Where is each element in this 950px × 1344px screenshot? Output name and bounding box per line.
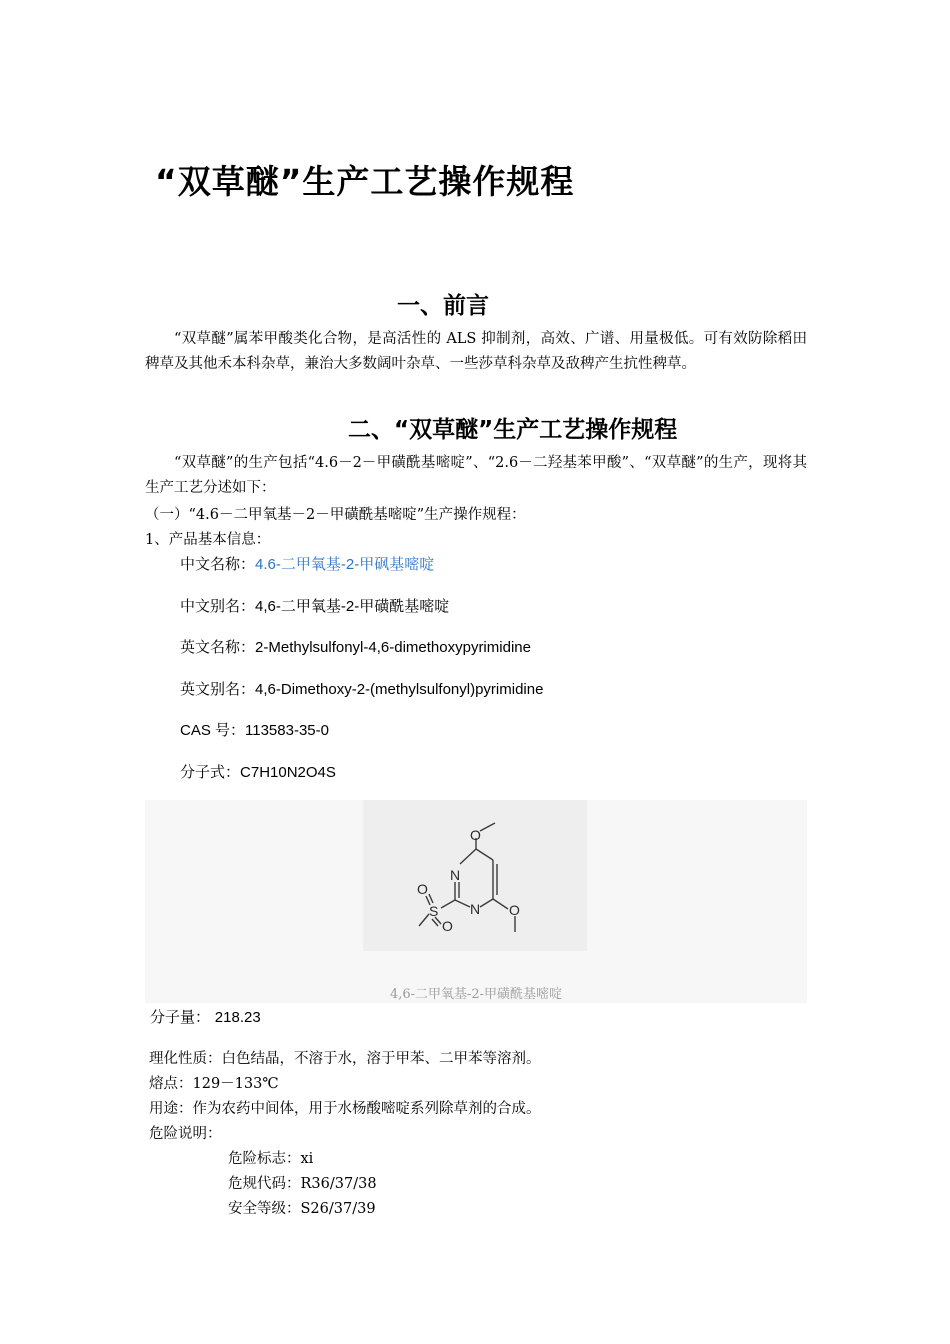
- en-name-row: [180, 636, 531, 657]
- mw-row: [150, 1006, 261, 1027]
- atom-s: S: [429, 903, 439, 919]
- atom-o-right: O: [509, 902, 520, 918]
- molecule-structure: [363, 800, 587, 951]
- mw-value: 218.23: [214, 1009, 261, 1026]
- en-alias-label: 英文别名：: [180, 680, 256, 698]
- cn-name-row: [180, 553, 434, 574]
- cas-value: 113583-35-0: [245, 722, 329, 739]
- mp-value: 129－133℃: [192, 1076, 279, 1092]
- atom-n-bottom: N: [470, 901, 481, 917]
- safety-level: 安全等级：S26/37/39: [228, 1201, 376, 1217]
- figure-caption: 4,6-二甲氧基-2-甲磺酰基嘧啶: [389, 987, 563, 1002]
- process-intro-paragraph: “双草醚”的生产包括“4.6－2－甲磺酰基嘧啶”、“2.6－二羟基苯甲酸”、“双草醚”的生产，现将其生产工艺分述如下：: [145, 455, 807, 496]
- en-name-label: 英文名称：: [180, 638, 256, 656]
- cn-name-label: 中文名称：: [180, 555, 256, 573]
- cn-alias-row: [180, 595, 449, 616]
- en-alias-row: [180, 678, 543, 699]
- usage: 用途：作为农药中间体，用于水杨酸嘧啶系列除草剂的合成。: [149, 1101, 541, 1117]
- mp-label: 熔点：: [149, 1076, 193, 1092]
- formula-row: [180, 761, 336, 782]
- cn-alias-value: 4,6-二甲氧基-2-甲磺酰基嘧啶: [255, 598, 450, 615]
- mw-label: 分子量：: [150, 1008, 211, 1026]
- atom-o-sulfonyl-1: O: [417, 881, 428, 897]
- physchem-properties: 理化性质：白色结晶，不溶于水，溶于甲苯、二甲苯等溶剂。: [149, 1051, 541, 1067]
- risk-code: 危规代码：R36/37/38: [228, 1176, 377, 1192]
- hazard-heading: 危险说明：: [149, 1126, 222, 1142]
- atom-o-top: O: [470, 827, 481, 843]
- formula-label: 分子式：: [180, 763, 241, 781]
- section-heading-process: 二、“双草醚”生产工艺操作规程: [348, 417, 678, 443]
- cn-alias-label: 中文别名：: [180, 597, 256, 615]
- cas-row: [180, 719, 329, 740]
- sub-heading: （一）“4.6－二甲氧基－2－甲磺酰基嘧啶”生产操作规程：: [145, 507, 526, 523]
- item-heading: 1、产品基本信息：: [145, 532, 271, 548]
- melting-point-row: [149, 1072, 279, 1093]
- hazard-symbol: 危险标志：xi: [228, 1151, 314, 1167]
- section-heading-preface: 一、前言: [397, 293, 489, 319]
- preface-paragraph: “双草醚”属苯甲酸类化合物，是高活性的 ALS 抑制剂，高效、广谱、用量极低。可有效防除稻田稗草及其他禾本科杂草，兼治大多数阔叶杂草、一些莎草科杂草及敌稗产生抗性稗草。: [145, 331, 807, 372]
- formula-value: C7H10N2O4S: [240, 764, 336, 781]
- page-title: “双草醚”生产工艺操作规程: [155, 162, 575, 201]
- cas-label: CAS 号：: [180, 722, 246, 739]
- atom-n-top: N: [450, 867, 461, 883]
- cn-name-link[interactable]: 4.6-二甲氧基-2-甲砜基嘧啶: [255, 556, 435, 573]
- en-name-value: 2-Methylsulfonyl-4,6-dimethoxypyrimidine: [255, 639, 531, 656]
- atom-o-sulfonyl-2: O: [442, 918, 453, 934]
- en-alias-value: 4,6-Dimethoxy-2-(methylsulfonyl)pyrimidine: [255, 681, 544, 698]
